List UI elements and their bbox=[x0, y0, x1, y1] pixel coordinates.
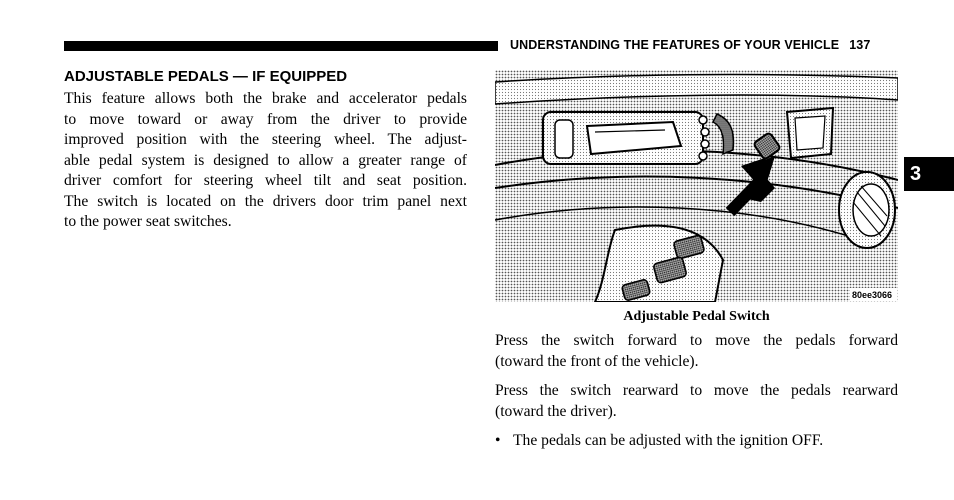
section-body bbox=[64, 89, 467, 233]
figure-caption: Adjustable Pedal Switch bbox=[623, 309, 770, 324]
bullet-item bbox=[495, 431, 898, 452]
paragraph bbox=[495, 381, 898, 422]
paragraph-line: (toward the driver). bbox=[495, 402, 617, 420]
running-header bbox=[510, 38, 870, 52]
page-number: 137 bbox=[849, 38, 871, 52]
header-rule bbox=[64, 41, 498, 51]
door-panel-illustration bbox=[495, 70, 898, 302]
body-line: This feature allows both the brake and accelerator pedals bbox=[64, 90, 467, 107]
paragraph-line: (toward the front of the vehicle). bbox=[495, 352, 699, 370]
body-line: to move toward or away from the driver to provide bbox=[64, 110, 467, 128]
body-line: driver comfort for steering wheel tilt and seat position. bbox=[64, 172, 467, 189]
chapter-tab: 3 bbox=[904, 157, 954, 191]
body-line: improved position with the steering wheel. The adjust- bbox=[64, 131, 467, 148]
paragraph-line: Press the switch rearward to move the pedals rearward bbox=[495, 382, 898, 399]
body-line: to the power seat switches. bbox=[64, 213, 232, 230]
bullet-text: The pedals can be adjusted with the ignition OFF. bbox=[513, 432, 824, 449]
paragraph bbox=[495, 331, 898, 372]
bullet-icon: • bbox=[495, 432, 501, 449]
body-line: able pedal system is designed to allow a greater range of bbox=[64, 151, 467, 169]
paragraph-line: Press the switch forward to move the pedals forward bbox=[495, 332, 898, 349]
body-line: The switch is located on the drivers door trim panel next bbox=[64, 192, 467, 210]
running-title: UNDERSTANDING THE FEATURES OF YOUR VEHICLE bbox=[510, 38, 840, 52]
section-title: ADJUSTABLE PEDALS — IF EQUIPPED bbox=[64, 68, 348, 85]
figure-code: 80ee3066 bbox=[852, 290, 893, 300]
